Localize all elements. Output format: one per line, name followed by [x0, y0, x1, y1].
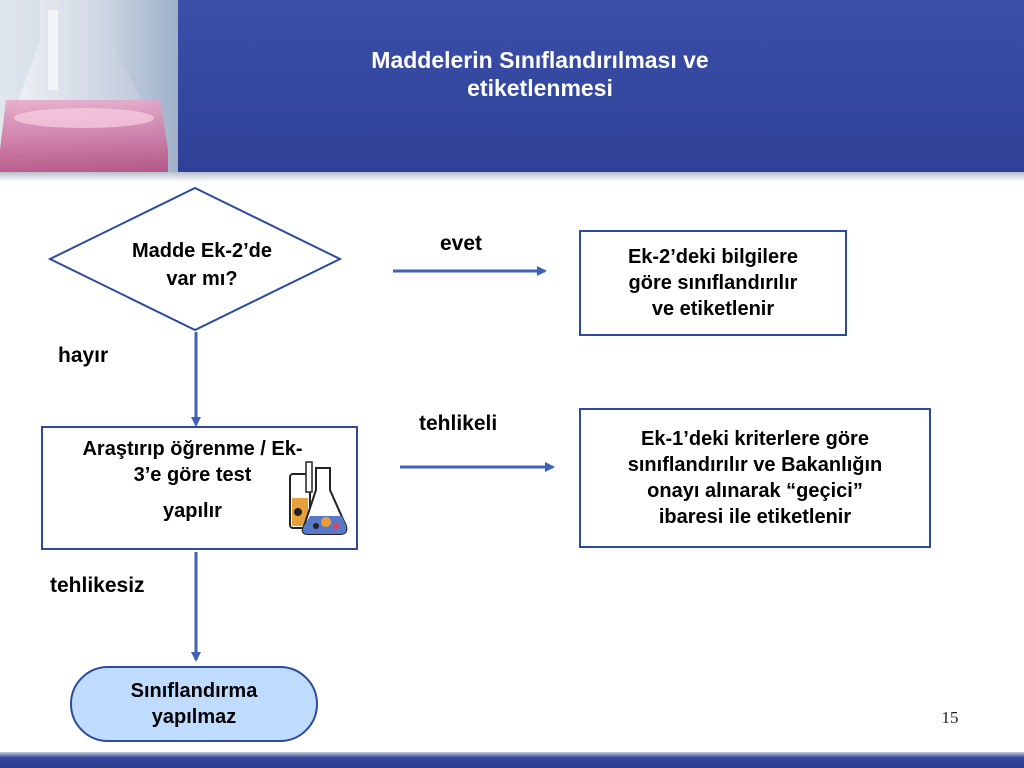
- footer-bar: [0, 752, 1024, 768]
- yes-result-line1: Ek-2’deki bilgilere: [627, 246, 799, 268]
- page-title-line2: etiketlenmesi: [467, 75, 613, 101]
- hazardous-result-line3: onayı alınarak “geçici”: [647, 480, 863, 502]
- terminal-line2: yapılmaz: [151, 706, 237, 728]
- terminal-line1: Sınıflandırma: [130, 680, 258, 702]
- hazardous-result-line4: ibaresi ile etiketlenir: [658, 506, 852, 528]
- yes-result-box: [579, 230, 847, 336]
- hazardous-result-line1: Ek-1’deki kriterlere göre: [641, 428, 869, 450]
- yes-label: evet: [440, 232, 483, 255]
- research-line2: 3’e göre test: [133, 464, 252, 486]
- hazardous-label: tehlikeli: [419, 412, 498, 435]
- page-title-line1: Maddelerin Sınıflandırılması ve: [371, 47, 709, 73]
- no-classification-terminal: [70, 666, 318, 742]
- research-line1: Araştırıp öğrenme / Ek-: [82, 438, 303, 460]
- no-label: hayır: [58, 344, 109, 367]
- lab-flasks-icon: [286, 460, 350, 540]
- yes-result-line3: ve etiketlenir: [651, 298, 775, 320]
- decision-text: [92, 237, 312, 293]
- hazardous-result-line2: sınıflandırılır ve Bakanlığın: [627, 454, 883, 476]
- yes-result-line2: göre sınıflandırılır: [628, 272, 798, 294]
- research-line3: yapılır: [163, 500, 222, 522]
- nonhazardous-label: tehlikesiz: [50, 574, 145, 597]
- decision-line1: Madde Ek-2’de: [131, 240, 273, 262]
- slide-number: 15: [941, 708, 959, 727]
- hazardous-result-box: [579, 408, 931, 548]
- decision-line2: var mı?: [166, 268, 238, 290]
